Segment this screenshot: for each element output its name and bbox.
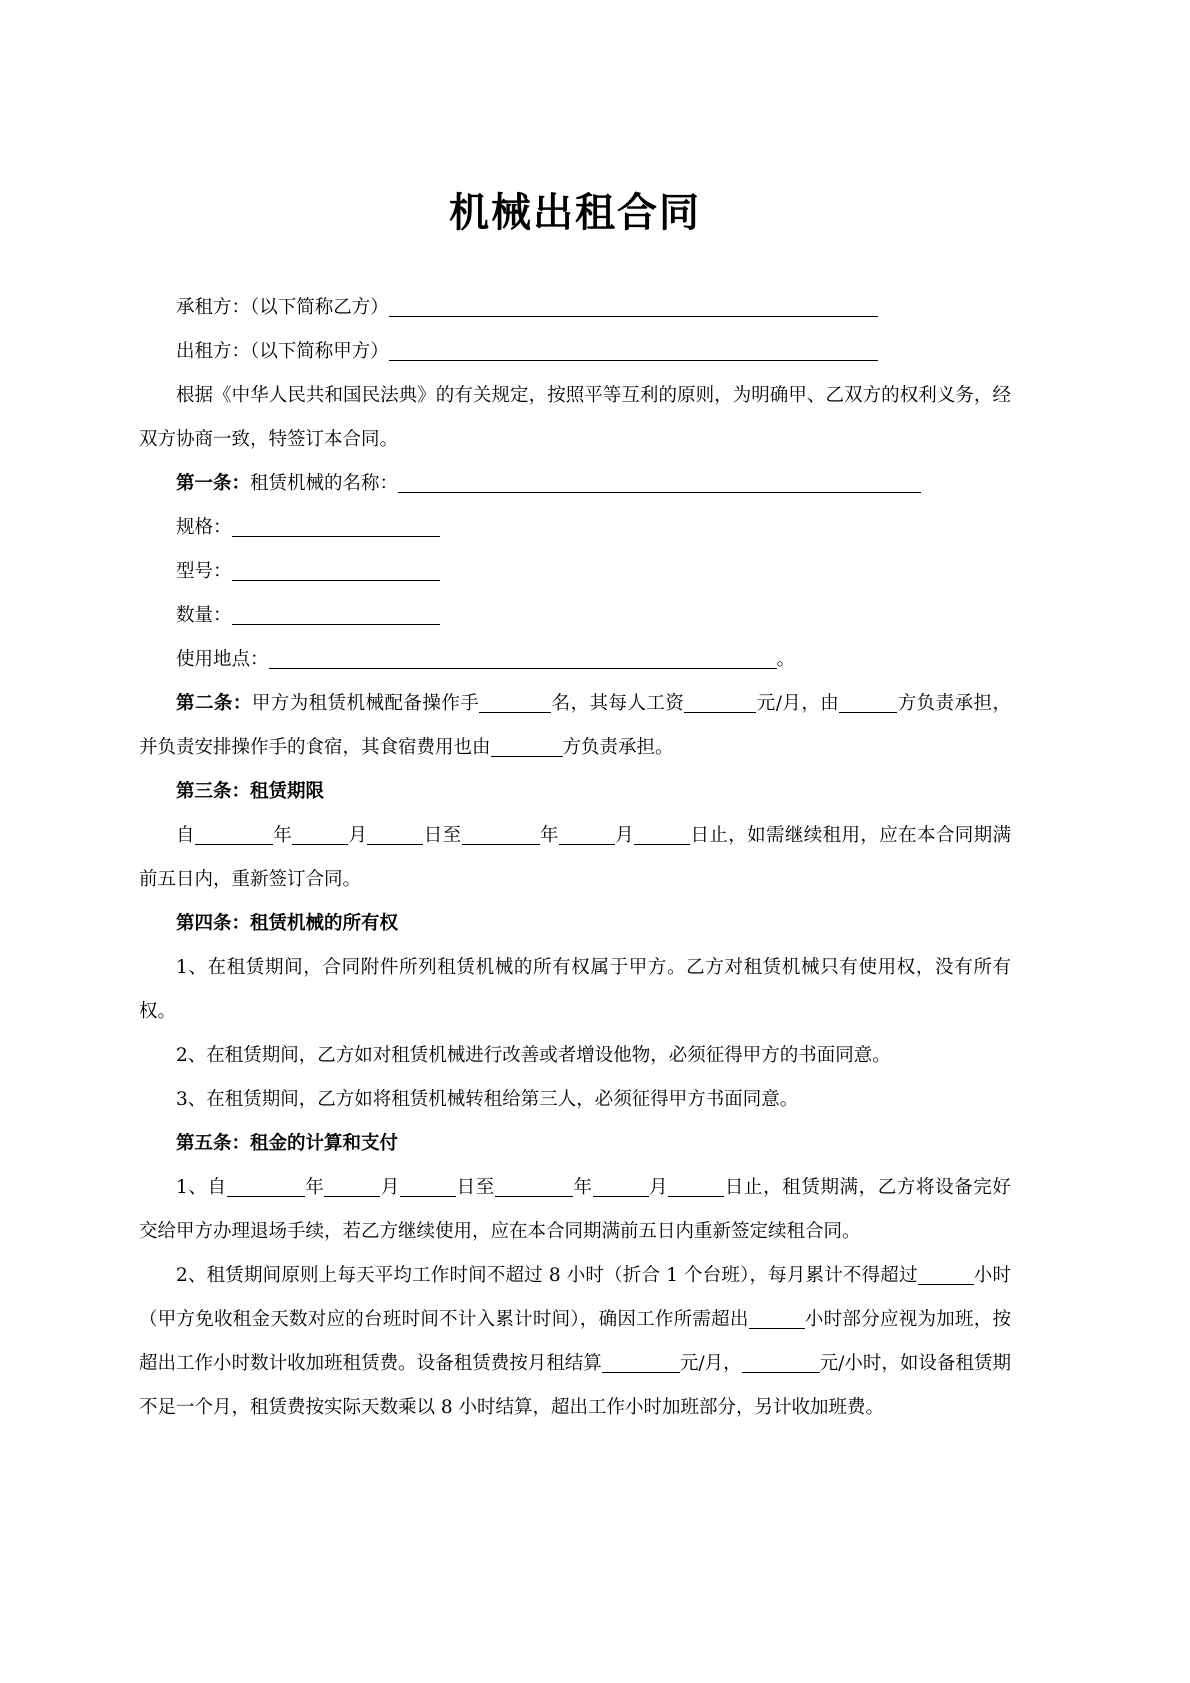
article-5-item-2-p3: 小时部分应视为加班，按超出工作小时数计收加班租赁费。设备租赁费按月租结算: [139, 1309, 1011, 1374]
spec-input[interactable]: [232, 516, 440, 537]
end-day-unit: 日止，: [690, 825, 748, 846]
rent-end-month-unit: 月: [648, 1177, 669, 1198]
article-5-item-2: [139, 1254, 1011, 1430]
article-1-heading-line: [139, 462, 1011, 506]
article-3-date-paragraph: [139, 814, 1011, 902]
start-year-input[interactable]: [195, 824, 273, 845]
quantity-label: 数量：: [176, 605, 232, 626]
overtime-hours-input[interactable]: [749, 1308, 805, 1329]
article-2-text-1: 甲方为租赁机械配备操作手: [251, 693, 480, 714]
article-1-heading: 第一条：: [176, 473, 251, 494]
lessor-label: 出租方：（以下简称甲方）: [176, 341, 389, 362]
end-year-unit: 年: [539, 825, 559, 846]
model-input[interactable]: [232, 560, 440, 581]
article-5-item-2-p4: 元/月，: [679, 1353, 742, 1374]
end-month-input[interactable]: [559, 824, 615, 845]
article-5-item-2-p1: 2、租赁期间原则上每天平均工作时间不超过 8 小时（折合 1 个台班），每月累计不得超过: [176, 1265, 918, 1286]
lessor-line: [139, 330, 1011, 374]
rent-start-year-unit: 年: [304, 1177, 325, 1198]
article-2-text-5: 方负责承担。: [562, 737, 674, 758]
article-5-heading-rest: 租金的计算和支付: [250, 1133, 399, 1154]
lessor-input[interactable]: [389, 340, 878, 361]
rent-end-day-unit: 日止，: [724, 1177, 783, 1198]
monthly-rent-input[interactable]: [602, 1352, 680, 1373]
article-3-heading: 第三条：: [176, 781, 251, 802]
quantity-line: [139, 594, 1011, 638]
article-5-heading-line: [139, 1122, 1011, 1166]
end-day-input[interactable]: [634, 824, 690, 845]
article-3-heading-line: [139, 770, 1011, 814]
end-year-input[interactable]: [462, 824, 540, 845]
rent-start-day-unit: 日至: [456, 1177, 495, 1198]
article-2-text-3: 元/月，由: [756, 693, 840, 714]
article-5-heading: 第五条：: [176, 1133, 251, 1154]
board-payer-input[interactable]: [491, 736, 563, 757]
article-2-paragraph: [139, 682, 1011, 770]
quantity-input[interactable]: [232, 604, 440, 625]
start-month-input[interactable]: [292, 824, 348, 845]
article-4-item-3: 3、在租赁期间，乙方如将租赁机械转租给第三人，必须征得甲方书面同意。: [176, 1089, 799, 1110]
location-input[interactable]: [269, 648, 777, 669]
article-2-text-4: 方负责承担，并负责安排操作手的食宿，其食宿费用也由: [139, 693, 1011, 758]
start-month-unit: 月: [348, 825, 368, 846]
rent-start-month-input[interactable]: [324, 1176, 380, 1197]
rent-end-month-input[interactable]: [593, 1176, 649, 1197]
document-body: [139, 0, 1011, 1430]
rent-start-day-input[interactable]: [400, 1176, 456, 1197]
title-spacer: [139, 238, 1011, 286]
hourly-rent-input[interactable]: [742, 1352, 820, 1373]
article-4-heading-rest: 租赁机械的所有权: [250, 913, 399, 934]
start-day-unit: 日至: [423, 825, 462, 846]
model-line: [139, 550, 1011, 594]
model-label: 型号：: [176, 561, 232, 582]
wage-payer-input[interactable]: [839, 692, 897, 713]
lessee-line: [139, 286, 1011, 330]
start-day-input[interactable]: [367, 824, 423, 845]
operator-count-input[interactable]: [479, 692, 551, 713]
article-5-item-2-p5: 元/小时，如设备租赁期不足一个月，租赁费按实际天数乘以 8 小时结算，超出工作小时加班部分，另计收加班费。: [139, 1353, 1011, 1418]
location-suffix: 。: [776, 649, 796, 670]
article-4-item-2: 2、在租赁期间，乙方如对租赁机械进行改善或者增设他物，必须征得甲方的书面同意。: [176, 1045, 891, 1066]
spec-line: [139, 506, 1011, 550]
operator-wage-input[interactable]: [684, 692, 756, 713]
preamble-paragraph: 根据《中华人民共和国民法典》的有关规定，按照平等互利的原则，为明确甲、乙双方的权利义务，经双方协商一致，特签订本合同。: [139, 385, 1011, 450]
article-4-heading: 第四条：: [176, 913, 251, 934]
rent-end-day-input[interactable]: [668, 1176, 724, 1197]
lessee-label: 承租方：（以下简称乙方）: [176, 297, 389, 318]
article-5-item-2-p2: 小时（甲方免收租金天数对应的台班时间不计入累计时间），确因工作所需超出: [139, 1265, 1011, 1330]
location-line: [139, 638, 1011, 682]
article-3-tail: 如需继续租用，应在本合同期满前五日内，重新签订合同。: [139, 825, 1011, 890]
rent-start-year-input[interactable]: [227, 1176, 305, 1197]
rent-end-year-input[interactable]: [495, 1176, 573, 1197]
article-4-item-1: 1、在租赁期间，合同附件所列租赁机械的所有权属于甲方。乙方对租赁机械只有使用权，没有所有权。: [139, 957, 1011, 1022]
rent-end-year-unit: 年: [572, 1177, 593, 1198]
end-month-unit: 月: [614, 825, 635, 846]
page-title: 机械出租合同: [449, 189, 701, 236]
spec-label: 规格：: [176, 517, 232, 538]
monthly-hours-input[interactable]: [918, 1264, 974, 1285]
article-1-heading-rest: 租赁机械的名称：: [250, 473, 399, 494]
location-label: 使用地点：: [176, 649, 269, 670]
article-2-text-2: 名，其每人工资: [551, 693, 685, 714]
article-3-heading-rest: 租赁期限: [250, 781, 325, 802]
rent-start-month-unit: 月: [380, 1177, 401, 1198]
article-4-heading-line: [139, 902, 1011, 946]
article-5-item-1-tail: 租赁期满，乙方将设备完好交给甲方办理退场手续，若乙方继续使用，应在本合同期满前五日内重新签定续租合同。: [139, 1177, 1011, 1242]
rent-term-prefix: 1、自: [176, 1177, 227, 1198]
machine-name-input[interactable]: [398, 472, 921, 493]
article-2-heading: 第二条：: [176, 693, 252, 714]
article-5-item-1: [139, 1166, 1011, 1254]
start-year-unit: 年: [272, 825, 293, 846]
lessee-input[interactable]: [389, 296, 878, 317]
lease-term-start-word: 自: [176, 825, 195, 846]
